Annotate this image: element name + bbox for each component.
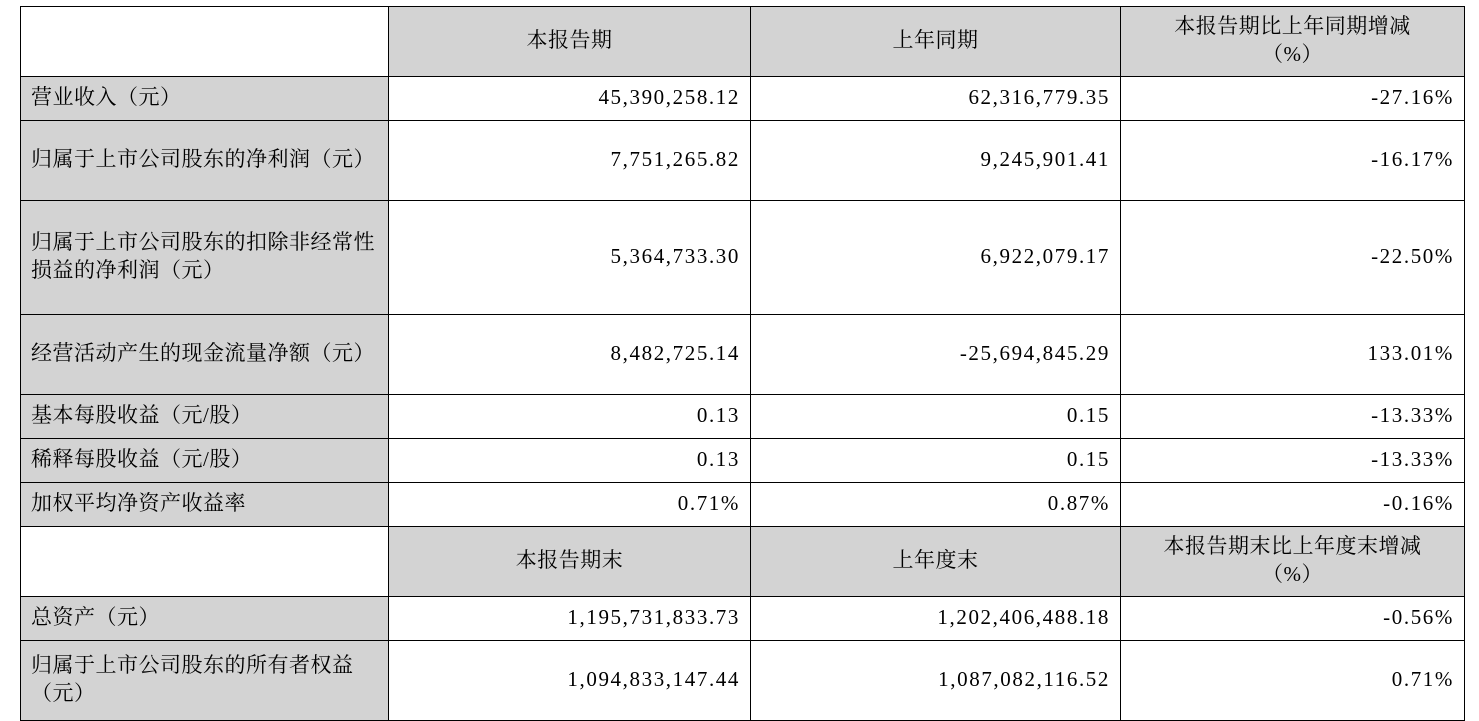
table-header-row-period <box>21 7 1465 77</box>
cell-net-profit-current: 7,751,265.82 <box>389 121 751 201</box>
header-balance-change-line1: 本报告期末比上年度末增减 <box>1163 534 1422 559</box>
table-row <box>21 201 1465 315</box>
cell-diluted-eps-previous: 0.15 <box>751 439 1121 483</box>
header-prior-year-end: 上年度末 <box>751 527 1121 597</box>
header-corner-cell <box>21 7 389 77</box>
cell-weighted-roe-previous: 0.87% <box>751 483 1121 527</box>
table-row <box>21 439 1465 483</box>
cell-revenue-previous: 62,316,779.35 <box>751 77 1121 121</box>
header-period-change-line2: （%） <box>1262 42 1323 66</box>
row-label-weighted-roe: 加权平均净资产收益率 <box>21 483 389 527</box>
table-row <box>21 641 1465 721</box>
cell-net-profit-previous: 9,245,901.41 <box>751 121 1121 201</box>
cell-total-assets-previous: 1,202,406,488.18 <box>751 597 1121 641</box>
cell-total-assets-change: -0.56% <box>1121 597 1465 641</box>
cell-owners-equity-change: 0.71% <box>1121 641 1465 721</box>
cell-operating-cash-flow-previous: -25,694,845.29 <box>751 315 1121 395</box>
table-row <box>21 597 1465 641</box>
cell-net-profit-excl-current: 5,364,733.30 <box>389 201 751 315</box>
cell-weighted-roe-change: -0.16% <box>1121 483 1465 527</box>
cell-basic-eps-current: 0.13 <box>389 395 751 439</box>
cell-net-profit-excl-previous: 6,922,079.17 <box>751 201 1121 315</box>
header-corner-cell-2 <box>21 527 389 597</box>
cell-revenue-current: 45,390,258.12 <box>389 77 751 121</box>
table-row <box>21 315 1465 395</box>
cell-diluted-eps-current: 0.13 <box>389 439 751 483</box>
cell-owners-equity-previous: 1,087,082,116.52 <box>751 641 1121 721</box>
row-label-net-profit-excl-nonrecurring: 归属于上市公司股东的扣除非经常性损益的净利润（元） <box>21 201 389 315</box>
header-previous-period: 上年同期 <box>751 7 1121 77</box>
cell-net-profit-excl-change: -22.50% <box>1121 201 1465 315</box>
cell-owners-equity-current: 1,094,833,147.44 <box>389 641 751 721</box>
cell-total-assets-current: 1,195,731,833.73 <box>389 597 751 641</box>
row-label-owners-equity: 归属于上市公司股东的所有者权益（元） <box>21 641 389 721</box>
header-period-change-line1: 本报告期比上年同期增减 <box>1174 14 1411 39</box>
row-label-basic-eps: 基本每股收益（元/股） <box>21 395 389 439</box>
cell-basic-eps-previous: 0.15 <box>751 395 1121 439</box>
table-row <box>21 483 1465 527</box>
row-label-total-assets: 总资产（元） <box>21 597 389 641</box>
cell-net-profit-change: -16.17% <box>1121 121 1465 201</box>
header-period-end: 本报告期末 <box>389 527 751 597</box>
table-header-row-balance <box>21 527 1465 597</box>
financial-summary-table <box>20 6 1465 721</box>
table-row <box>21 77 1465 121</box>
cell-basic-eps-change: -13.33% <box>1121 395 1465 439</box>
header-balance-change-line2: （%） <box>1262 562 1323 586</box>
table-row <box>21 395 1465 439</box>
header-current-period: 本报告期 <box>389 7 751 77</box>
row-label-net-profit: 归属于上市公司股东的净利润（元） <box>21 121 389 201</box>
cell-weighted-roe-current: 0.71% <box>389 483 751 527</box>
table-row <box>21 121 1465 201</box>
row-label-revenue: 营业收入（元） <box>21 77 389 121</box>
row-label-operating-cash-flow: 经营活动产生的现金流量净额（元） <box>21 315 389 395</box>
cell-revenue-change: -27.16% <box>1121 77 1465 121</box>
header-balance-change <box>1121 527 1465 597</box>
cell-operating-cash-flow-change: 133.01% <box>1121 315 1465 395</box>
header-period-change <box>1121 7 1465 77</box>
cell-diluted-eps-change: -13.33% <box>1121 439 1465 483</box>
row-label-diluted-eps: 稀释每股收益（元/股） <box>21 439 389 483</box>
cell-operating-cash-flow-current: 8,482,725.14 <box>389 315 751 395</box>
